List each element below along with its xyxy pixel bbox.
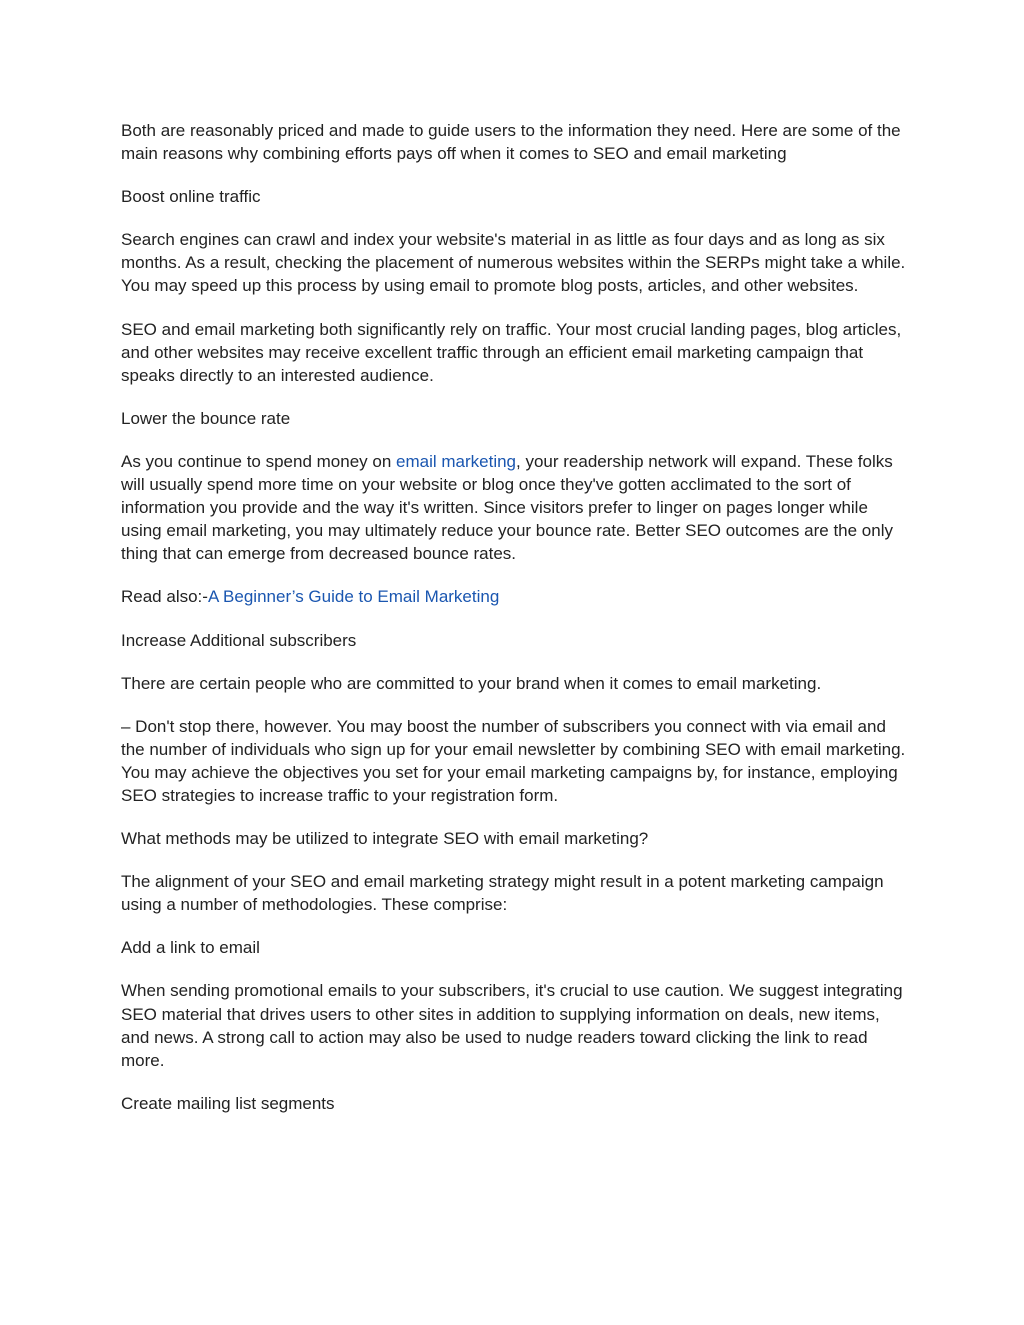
paragraph-promotional-emails: When sending promotional emails to your subscribers, it's crucial to use caution. We suggest integrating SEO material that drives users to other sites in addition to supplying information on deals, new items, and news. A strong call to action may also be used to nudge readers toward clicking the link to read more. (121, 981, 903, 1070)
beginners-guide-link[interactable]: A Beginner’s Guide to Email Marketing (207, 587, 500, 607)
paragraph-boost-subscribers: – Don't stop there, however. You may boost the number of subscribers you connect with via email and the number of individuals who sign up for your email newsletter by combining SEO with email marketing. You may achieve the objectives you set for your email marketing campaigns by, for instance, employing SEO strategies to increase traffic to your registration form. (121, 716, 906, 805)
email-marketing-link[interactable]: email marketing (396, 451, 517, 471)
bounce-text-after: , your readership network will expand. These folks will usually spend more time on your website or blog once they've gotten acclimated to the sort of information you provide and the way it's written. Since visitors prefer to linger on pages longer while using email marketing, you may ultimately reduce your bounce rate. Better SEO outcomes are the only thing that can emerge from decreased bounce rates. (121, 451, 893, 564)
document-page (121, 119, 911, 1135)
heading-boost-online-traffic: Boost online traffic (121, 187, 261, 207)
heading-mailing-list-segments: Create mailing list segments (121, 1093, 335, 1113)
heading-lower-bounce-rate: Lower the bounce rate (121, 408, 291, 428)
heading-increase-subscribers: Increase Additional subscribers (121, 630, 357, 650)
paragraph-search-engines: Search engines can crawl and index your website's material in as little as four days and as long as six months. As a result, checking the placement of numerous websites within the SERPs might take a while. You may speed up this process by using email to promote blog posts, articles, and other websites. (121, 230, 906, 296)
intro-paragraph: Both are reasonably priced and made to guide users to the information they need. Here are some of the main reasons why combining efforts pays off when it comes to SEO and email marketing (121, 121, 901, 164)
heading-methods: What methods may be utilized to integrate SEO with email marketing? (121, 829, 649, 849)
paragraph-alignment: The alignment of your SEO and email marketing strategy might result in a potent marketing campaign using a number of methodologies. These comprise: (121, 872, 884, 915)
bounce-text-before: As you continue to spend money on (121, 451, 397, 471)
read-also-label: Read also:- (121, 587, 208, 607)
paragraph-bounce-rate (121, 450, 911, 565)
read-also-line (121, 585, 911, 608)
paragraph-committed-people: There are certain people who are committed to your brand when it comes to email marketing. (121, 673, 822, 693)
paragraph-traffic: SEO and email marketing both significantly rely on traffic. Your most crucial landing pages, blog articles, and other websites may receive excellent traffic through an efficient email marketing campaign that speaks directly to an interested audience. (121, 319, 902, 385)
heading-add-link: Add a link to email (121, 938, 260, 958)
